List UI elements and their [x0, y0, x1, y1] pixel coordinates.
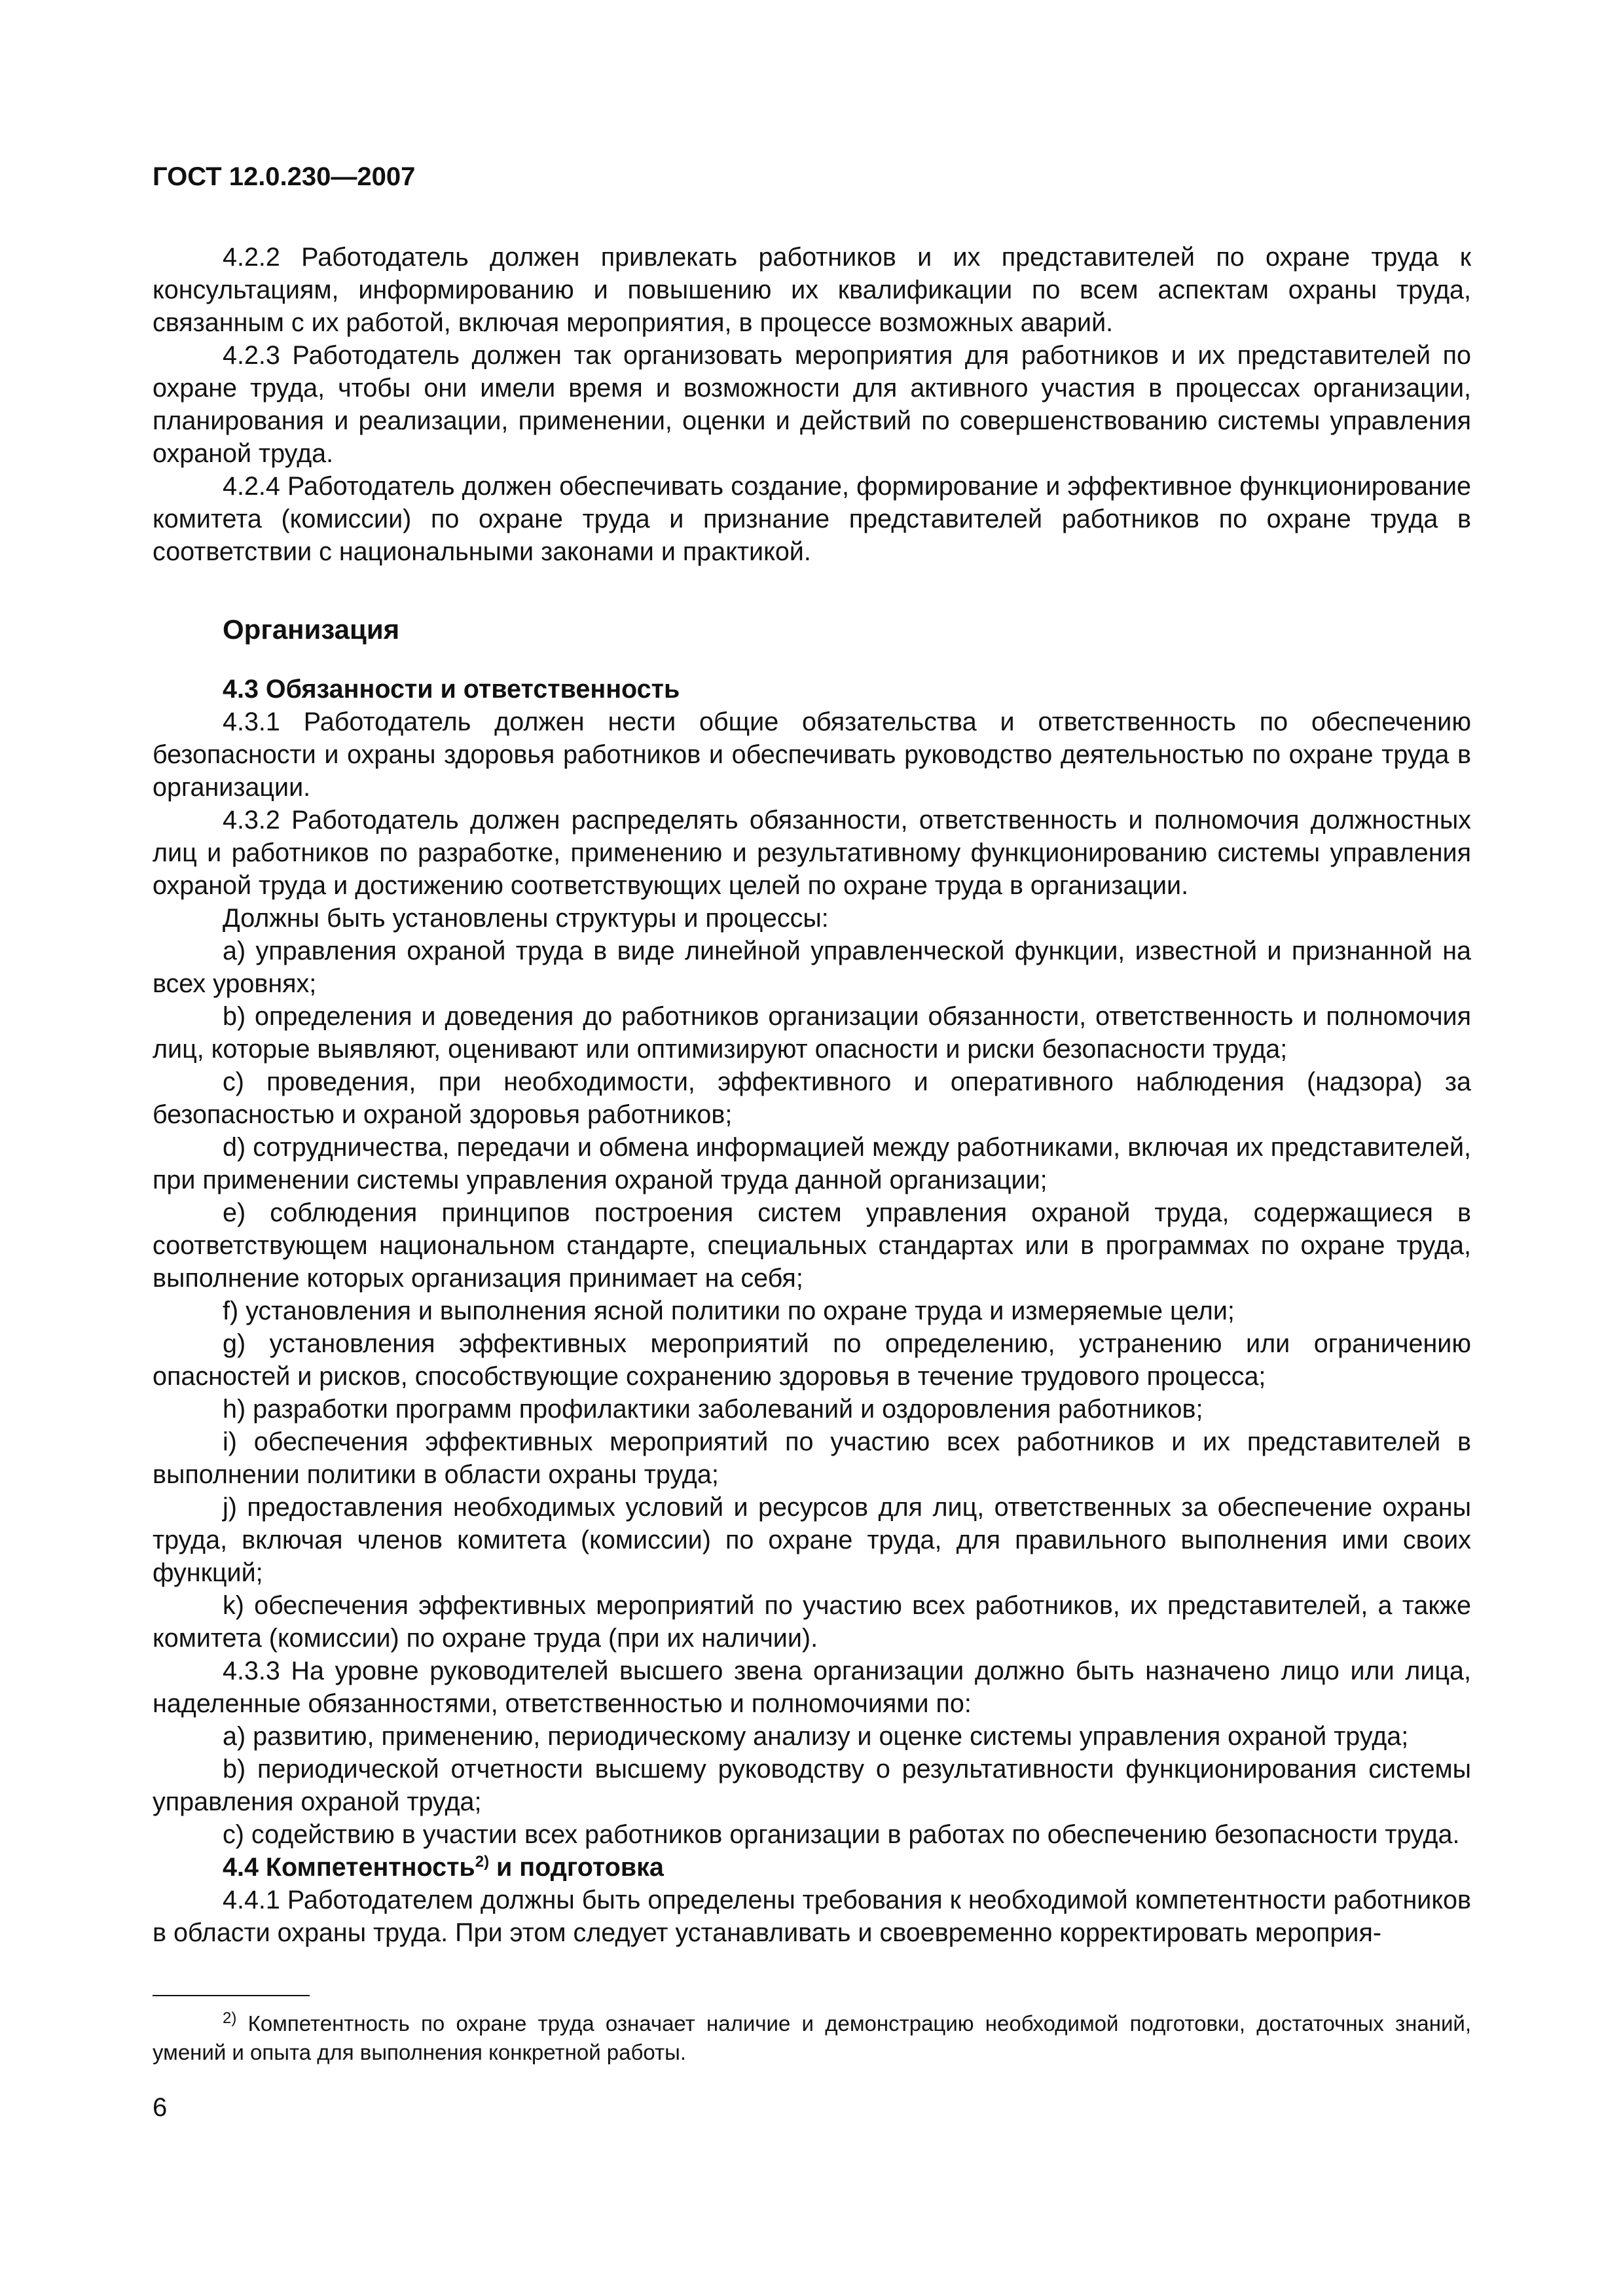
paragraph-4-4-1: 4.4.1 Работодателем должны быть определены требования к необходимой компетентности работников в области охраны труда. При этом следует устанавливать и своевременно корректировать мероприя-: [153, 1886, 1471, 1947]
footnote-text: Компетентность по охране труда означает наличие и демонстрацию необходимой подготовки, достаточных знаний, умений и опыта для выполнения конкретной работы.: [153, 2011, 1471, 2064]
subsection-heading-4-3: 4.3 Обязанности и ответственность: [223, 675, 680, 704]
footnote: [153, 2009, 1471, 2067]
list-item-i: i) обеспечения эффективных мероприятий по участию всех работников и их представителей в выполнении политики в области охраны труда;: [153, 1427, 1471, 1489]
list-item-2a: a) развитию, применению, периодическому анализу и оценке системы управления охраной труда;: [223, 1722, 1409, 1751]
list-item-e: e) соблюдения принципов построения систем управления охраной труда, содержащиеся в соответствующем национальном стандарте, специальных стандартах или в программах по охране труда, выполнение которых организация принимает на себя;: [153, 1198, 1471, 1293]
paragraph-4-2-2: 4.2.2 Работодатель должен привлекать работников и их представителей по охране труда к консультациям, информированию и повышению их квалификации по всем аспектам охраны труда, связанным с их работой, включая мероприятия, в процессе возможных аварий.: [153, 243, 1471, 337]
list-item-2c: c) содействию в участии всех работников организации в работах по обеспечению безопасности труда.: [223, 1820, 1460, 1849]
paragraph-4-3-3: 4.3.3 На уровне руководителей высшего звена организации должно быть назначено лицо или лица, наделенные обязанностями, ответственностью и полномочиями по:: [153, 1657, 1471, 1718]
subsection-heading-4-4: [153, 1851, 1471, 1884]
paragraph-4-3-2: 4.3.2 Работодатель должен распределять обязанности, ответственность и полномочия должностных лиц и работников по разработке, применению и результативному функционированию системы управления охраной труда и достижению соответствующих целей по охране труда в организации.: [153, 806, 1471, 900]
paragraph-4-2-4: 4.2.4 Работодатель должен обеспечивать создание, формирование и эффективное функционирование комитета (комиссии) по охране труда и признание представителей работников по охране труда в соответствии с национальными законами и практикой.: [153, 472, 1471, 566]
list-item-d: d) сотрудничества, передачи и обмена информацией между работниками, включая их представителей, при применении системы управления охраной труда данной организации;: [153, 1133, 1471, 1194]
page-number: 6: [153, 2093, 168, 2122]
list-item-2b: b) периодической отчетности высшему руководству о результативности функционирования системы управления охраной труда;: [153, 1755, 1471, 1816]
document-header: ГОСТ 12.0.230—2007: [153, 162, 416, 191]
heading-4-4-text: 4.4 Компетентность: [223, 1853, 475, 1882]
list-item-g: g) установления эффективных мероприятий по определению, устранению или ограничению опасностей и рисков, способствующие сохранению здоровья в течение трудового процесса;: [153, 1329, 1471, 1391]
list-item-b: b) определения и доведения до работников организации обязанности, ответственность и полномочия лиц, которые выявляют, оценивают или оптимизируют опасности и риски безопасности труда;: [153, 1002, 1471, 1064]
list-item-k: k) обеспечения эффективных мероприятий по участию всех работников, их представителей, а также комитета (комиссии) по охране труда (при их наличии).: [153, 1591, 1471, 1653]
list-item-f: f) установления и выполнения ясной политики по охране труда и измеряемые цели;: [223, 1297, 1235, 1325]
section-heading-organization: Организация: [223, 614, 400, 645]
paragraph-4-3-1: 4.3.1 Работодатель должен нести общие обязательства и ответственность по обеспечению безопасности и охраны здоровья работников и обеспечивать руководство деятельностью по охране труда в организации.: [153, 708, 1471, 802]
list-item-a: a) управления охраной труда в виде линейной управленческой функции, известной и признанной на всех уровнях;: [153, 937, 1471, 998]
footnote-reference: 2): [475, 1852, 490, 1871]
paragraph-4-2-3: 4.2.3 Работодатель должен так организовать мероприятия для работников и их представителей по охране труда, чтобы они имели время и возможности для активного участия в процессах организации, планирования и реализации, применении, оценки и действий по совершенствованию системы управления охраной труда.: [153, 341, 1471, 468]
list-item-c: c) проведения, при необходимости, эффективного и оперативного наблюдения (надзора) за безопасностью и охраной здоровья работников;: [153, 1067, 1471, 1129]
footnote-mark: 2): [223, 2009, 237, 2027]
paragraph-structures: Должны быть установлены структуры и процессы:: [223, 904, 829, 933]
footnote-divider: [153, 1995, 310, 1996]
list-item-j: j) предоставления необходимых условий и ресурсов для лиц, ответственных за обеспечение охраны труда, включая членов комитета (комиссии) по охране труда, для правильного выполнения ими своих функций;: [153, 1493, 1471, 1587]
list-item-h: h) разработки программ профилактики заболеваний и оздоровления работников;: [223, 1395, 1203, 1424]
heading-4-4-suffix: и подготовка: [489, 1853, 664, 1882]
page-content: [153, 241, 1471, 1949]
